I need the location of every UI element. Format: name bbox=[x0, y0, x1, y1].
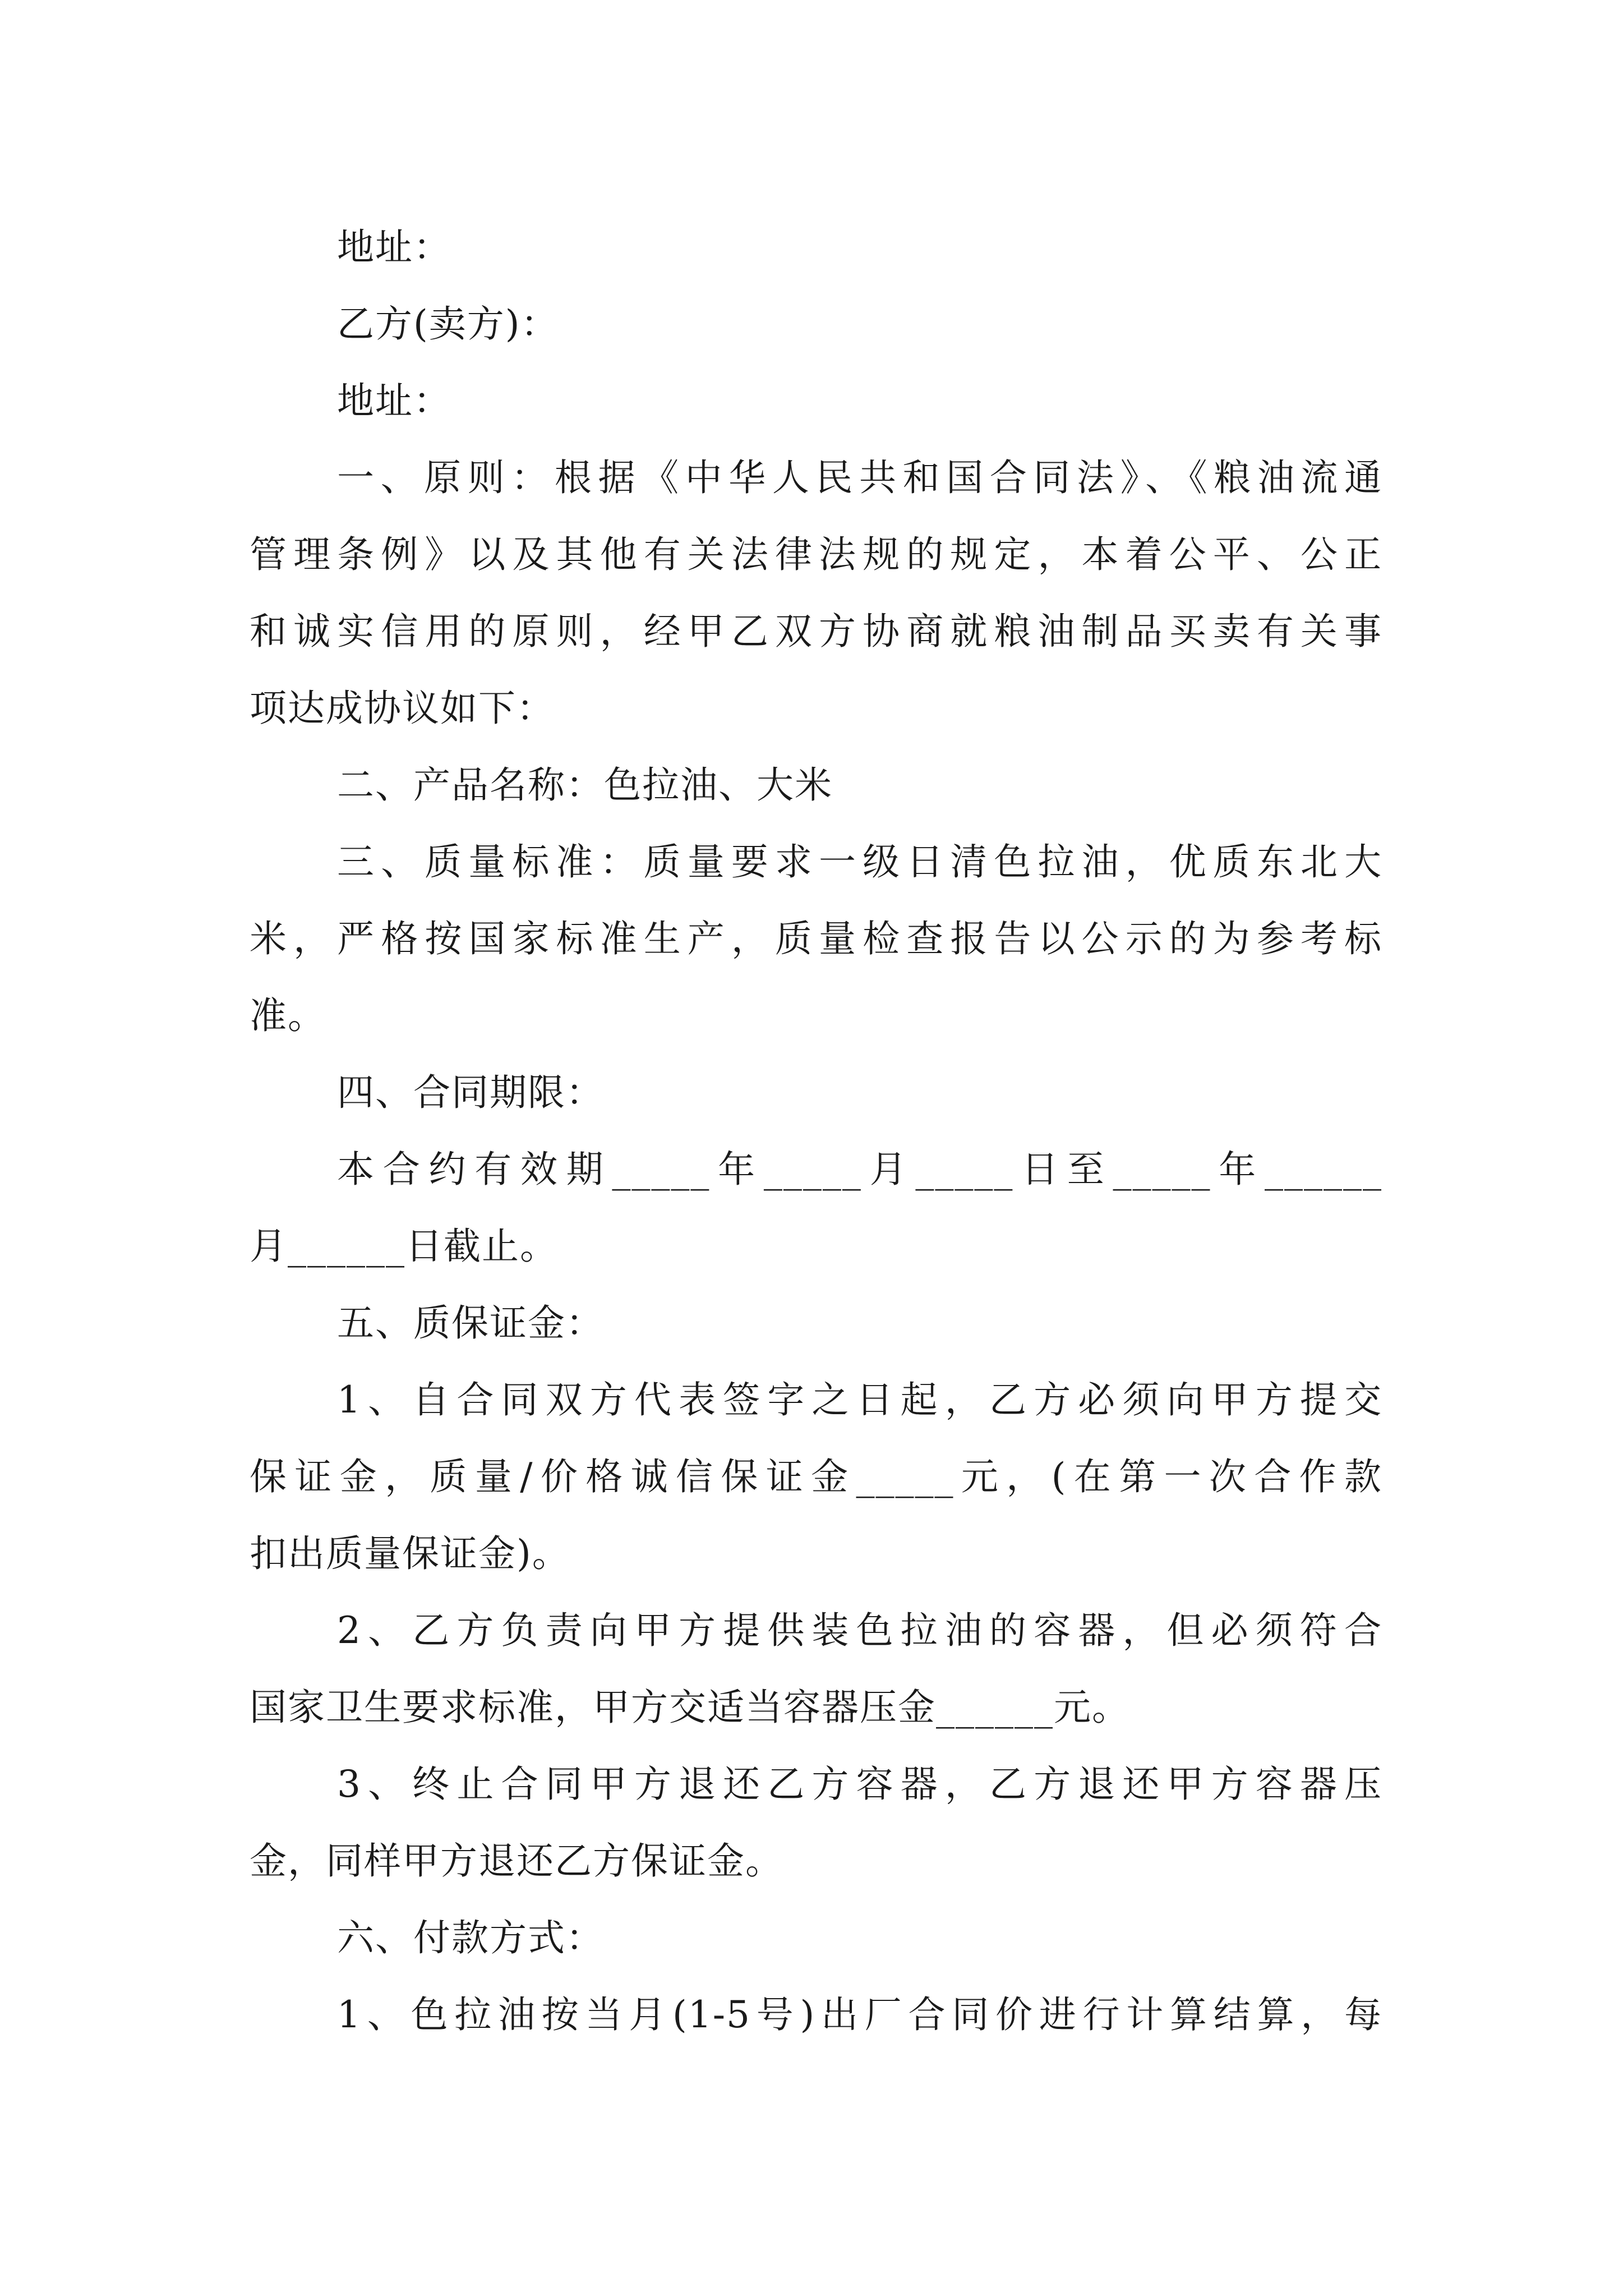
section-5-deposit-heading: 五、质保证金： bbox=[337, 1301, 604, 1345]
section-1-principle-line-2: 管理条例》以及其他有关法律法规的规定，本着公平、公正 bbox=[250, 533, 1382, 576]
section-4-term-line-1: 本合约有效期_____年_____月_____日至_____年______ bbox=[337, 1148, 1382, 1191]
section-4-contract-term-heading: 四、合同期限： bbox=[337, 1071, 604, 1114]
section-5-item-3-line-2: 金，同样甲方退还乙方保证金。 bbox=[250, 1839, 783, 1883]
party-b-address-line: 地址： bbox=[337, 379, 451, 422]
section-3-quality-line-3: 准。 bbox=[250, 994, 326, 1037]
section-1-principle-line-1: 一、原则：根据《中华人民共和国合同法》、《粮油流通 bbox=[337, 456, 1382, 499]
section-3-quality-line-1: 三、质量标准：质量要求一级日清色拉油，优质东北大 bbox=[337, 840, 1382, 884]
section-2-product-name: 二、产品名称：色拉油、大米 bbox=[337, 763, 833, 807]
party-b-seller-line: 乙方(卖方)： bbox=[337, 302, 559, 346]
section-6-payment-heading: 六、付款方式： bbox=[337, 1916, 604, 1959]
party-a-address-line: 地址： bbox=[337, 226, 451, 269]
section-5-item-1-line-1: 1、自合同双方代表签字之日起，乙方必须向甲方提交 bbox=[337, 1378, 1382, 1421]
section-5-item-1-line-2: 保证金，质量/价格诚信保证金_____元，(在第一次合作款 bbox=[250, 1455, 1382, 1498]
section-4-term-line-2: 月______日截止。 bbox=[250, 1225, 558, 1268]
section-5-item-2-line-1: 2、乙方负责向甲方提供装色拉油的容器，但必须符合 bbox=[337, 1609, 1382, 1652]
section-5-item-3-line-1: 3、终止合同甲方退还乙方容器，乙方退还甲方容器压 bbox=[337, 1763, 1382, 1806]
section-6-item-1-line-1: 1、色拉油按当月(1-5号)出厂合同价进行计算结算，每 bbox=[337, 1993, 1382, 2036]
section-1-principle-line-4: 项达成协议如下： bbox=[250, 687, 555, 730]
section-5-item-2-line-2: 国家卫生要求标准，甲方交适当容器压金______元。 bbox=[250, 1686, 1130, 1729]
section-1-principle-line-3: 和诚实信用的原则，经甲乙双方协商就粮油制品买卖有关事 bbox=[250, 610, 1382, 653]
contract-body bbox=[250, 209, 1382, 2053]
section-3-quality-line-2: 米，严格按国家标准生产，质量检查报告以公示的为参考标 bbox=[250, 917, 1382, 960]
section-5-item-1-line-3: 扣出质量保证金)。 bbox=[250, 1532, 570, 1575]
